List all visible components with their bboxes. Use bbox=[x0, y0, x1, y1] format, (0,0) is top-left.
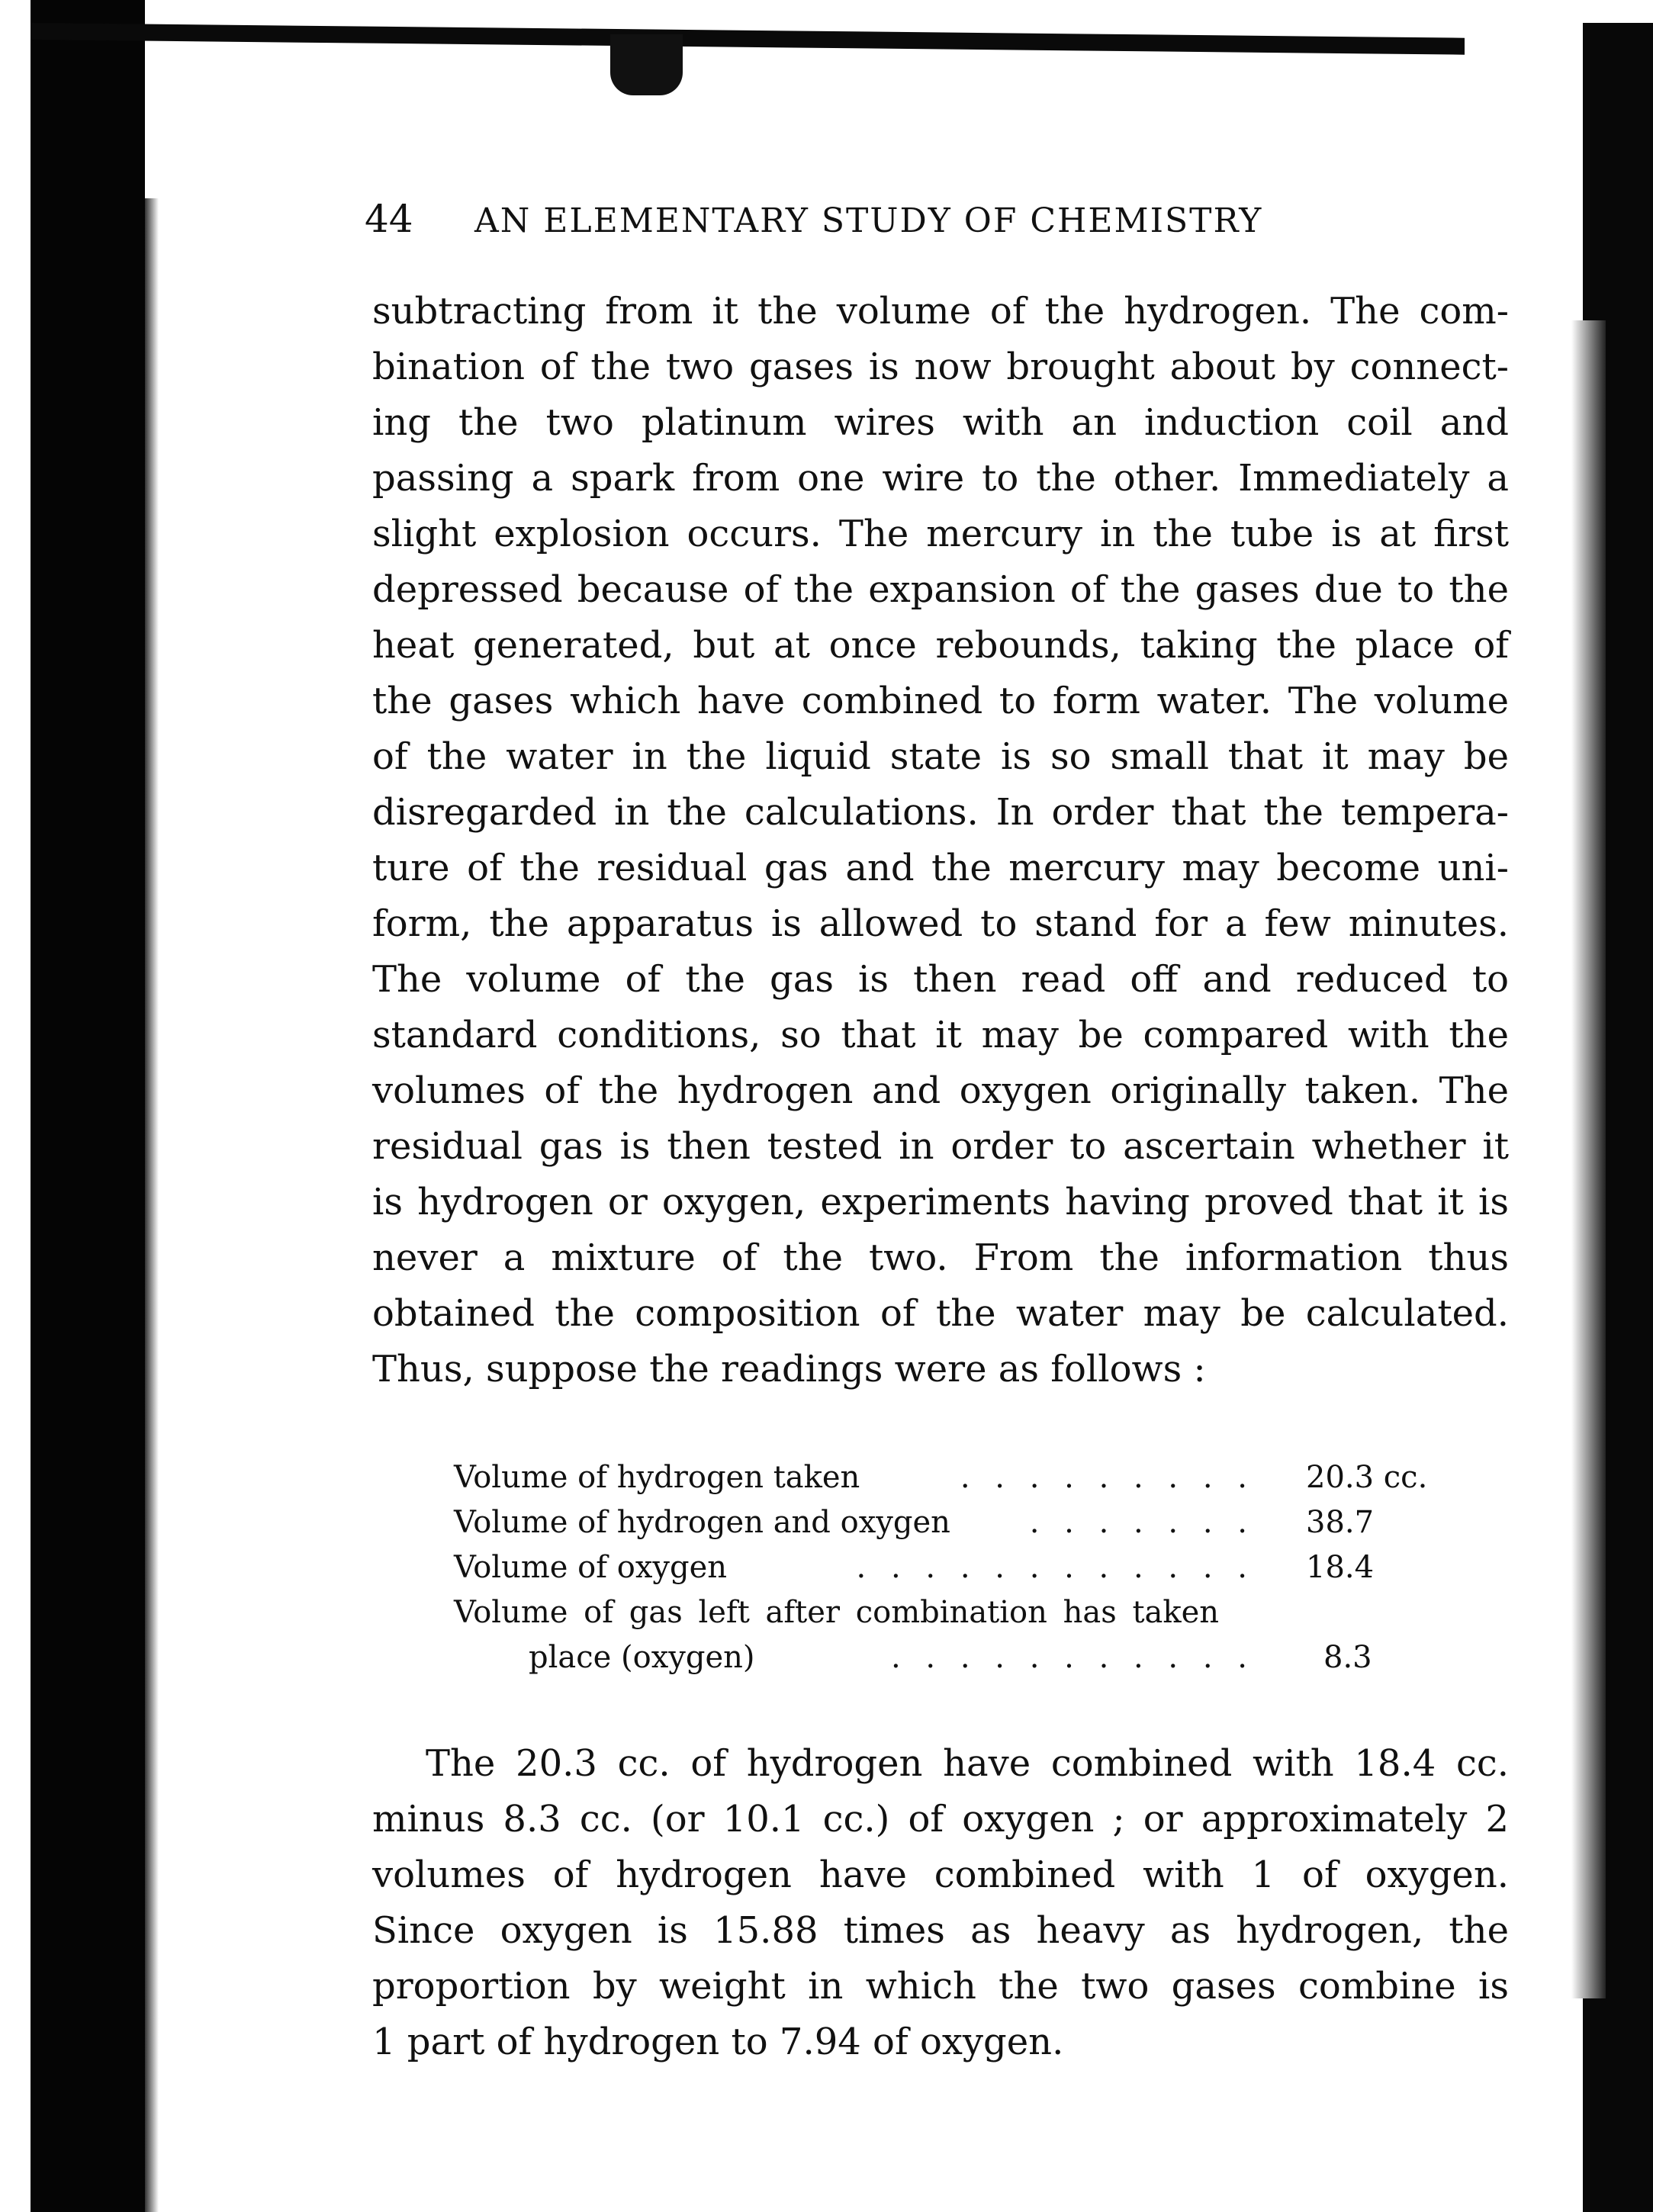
page-number: 44 bbox=[365, 197, 413, 241]
text-line: heat generated, but at once rebounds, taking the place of bbox=[372, 624, 1509, 667]
reading-label: Volume of oxygen bbox=[454, 1550, 728, 1585]
paragraph-2 bbox=[372, 1736, 1509, 2070]
reading-label: place (oxygen) bbox=[529, 1640, 755, 1675]
text-line: bination of the two gases is now brought about by connect- bbox=[372, 346, 1509, 388]
reading-value: 8.3 bbox=[1323, 1640, 1372, 1675]
leader-dots: . . . . . . . . . . . . bbox=[856, 1550, 1255, 1585]
reading-row bbox=[454, 1455, 1446, 1500]
text-line: volumes of hydrogen have combined with 1 of oxygen. bbox=[372, 1854, 1509, 1896]
text-line: slight explosion occurs. The mercury in the tube is at first bbox=[372, 513, 1509, 555]
text-line: minus 8.3 cc. (or 10.1 cc.) of oxygen ; or approximately 2 bbox=[372, 1798, 1509, 1841]
reading-row bbox=[454, 1500, 1446, 1545]
text-line: Thus, suppose the readings were as follows : bbox=[372, 1348, 1206, 1391]
reading-label: Volume of hydrogen taken bbox=[454, 1460, 860, 1495]
text-line: ing the two platinum wires with an induction coil and bbox=[372, 401, 1509, 444]
reading-row bbox=[454, 1545, 1446, 1590]
text-line: Since oxygen is 15.88 times as heavy as hydrogen, the bbox=[372, 1909, 1509, 1952]
text-line: form, the apparatus is allowed to stand for a few minutes. bbox=[372, 902, 1509, 945]
text-line: 1 part of hydrogen to 7.94 of oxygen. bbox=[372, 2021, 1064, 2063]
text-line: The 20.3 cc. of hydrogen have combined with 18.4 cc. bbox=[426, 1742, 1509, 1785]
leader-dots: . . . . . . . . . . . bbox=[890, 1640, 1255, 1675]
reading-row bbox=[454, 1590, 1446, 1635]
leader-dots: . . . . . . . bbox=[1029, 1505, 1255, 1540]
reading-label: Volume of gas left after combination has taken bbox=[454, 1595, 1220, 1630]
text-line: subtracting from it the volume of the hydrogen. The com- bbox=[372, 290, 1509, 333]
paragraph-1 bbox=[372, 284, 1509, 1397]
text-line: passing a spark from one wire to the other. Immediately a bbox=[372, 457, 1509, 500]
page-gutter-shadow bbox=[145, 198, 159, 2212]
scan-border-top bbox=[31, 23, 1465, 55]
text-line: never a mixture of the two. From the information thus bbox=[372, 1236, 1509, 1279]
text-line: The volume of the gas is then read off and reduced to bbox=[372, 958, 1509, 1001]
text-line: of the water in the liquid state is so small that it may be bbox=[372, 735, 1509, 778]
reading-value: 20.3 cc. bbox=[1306, 1460, 1428, 1495]
text-line: volumes of the hydrogen and oxygen originally taken. The bbox=[372, 1069, 1509, 1112]
running-header bbox=[365, 197, 1509, 241]
reading-label: Volume of hydrogen and oxygen bbox=[454, 1505, 950, 1540]
text-line: ture of the residual gas and the mercury may become uni- bbox=[372, 847, 1509, 889]
text-line: disregarded in the calculations. In order that the tempera- bbox=[372, 791, 1509, 834]
text-line: the gases which have combined to form water. The volume bbox=[372, 680, 1509, 722]
leader-dots: . . . . . . . . . bbox=[960, 1460, 1255, 1495]
readings-table bbox=[454, 1455, 1446, 1680]
reading-value: 18.4 bbox=[1306, 1550, 1375, 1585]
scan-clip-mark bbox=[610, 34, 683, 95]
text-line: is hydrogen or oxygen, experiments having proved that it is bbox=[372, 1181, 1509, 1223]
text-line: residual gas is then tested in order to ascertain whether it bbox=[372, 1125, 1509, 1168]
text-line: obtained the composition of the water may be calculated. bbox=[372, 1292, 1509, 1335]
page-edge-right bbox=[1571, 320, 1606, 1998]
reading-value: 38.7 bbox=[1306, 1505, 1375, 1540]
running-title: AN ELEMENTARY STUDY OF CHEMISTRY bbox=[474, 201, 1263, 240]
text-line: depressed because of the expansion of the gases due to the bbox=[372, 568, 1509, 611]
text-line: proportion by weight in which the two gases combine is bbox=[372, 1965, 1509, 2008]
reading-row bbox=[454, 1635, 1446, 1680]
text-line: standard conditions, so that it may be compared with the bbox=[372, 1014, 1509, 1056]
scan-margin-left bbox=[0, 0, 31, 2212]
